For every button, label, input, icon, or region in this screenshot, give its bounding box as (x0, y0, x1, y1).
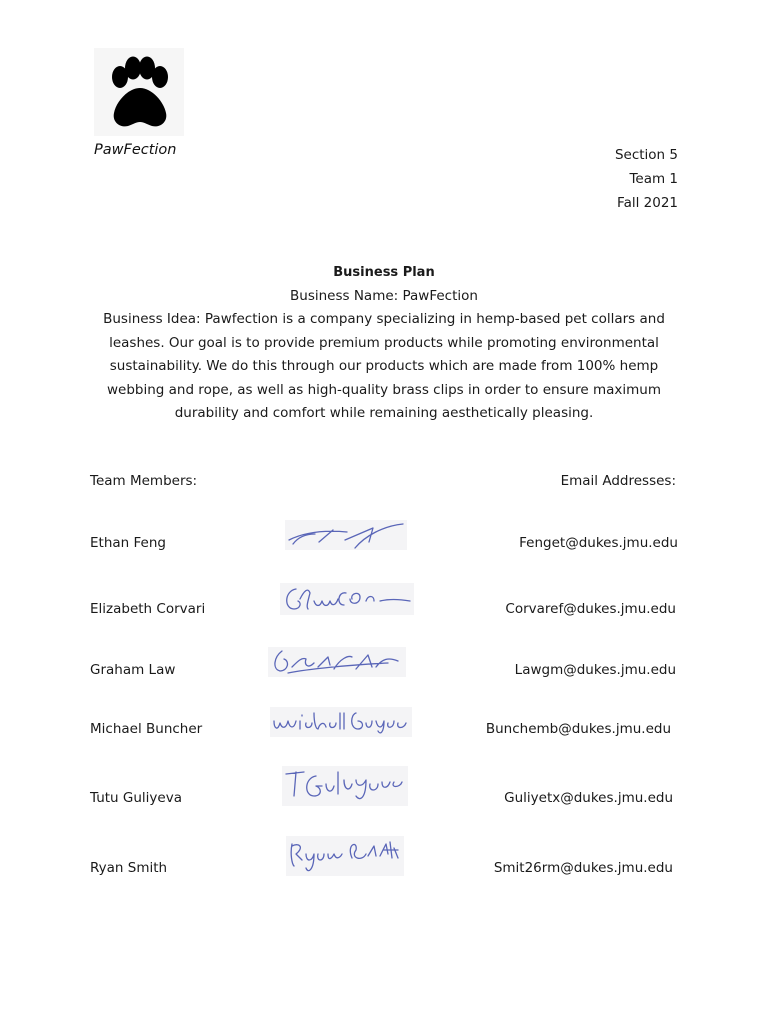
member-name: Elizabeth Corvari (90, 601, 206, 617)
member-name: Ryan Smith (90, 860, 168, 876)
company-name: PawFection (94, 142, 177, 158)
member-name: Graham Law (90, 662, 176, 678)
signature-image (270, 707, 412, 737)
plan-title: Business Plan (333, 265, 435, 280)
member-email: Bunchemb@dukes.jmu.edu (485, 721, 671, 737)
course-info (615, 143, 678, 215)
member-name: Ethan Feng (90, 535, 166, 551)
member-email: Lawgm@dukes.jmu.edu (514, 662, 676, 678)
signature-image (280, 583, 414, 615)
business-idea: Business Idea: Pawfection is a company specializing in hemp-based pet collars and leashes. Our goal is to provide premium products while promoting environmental sustainability. We do this through our products which are made from 100% hemp webbing and rope, as well as high-quality brass clips in order to ensure maximum durability and comfort while remaining aesthetically pleasing. (103, 311, 665, 421)
email-addresses-header: Email Addresses: (560, 473, 676, 489)
paw-print-icon (94, 48, 184, 136)
section-label: Section 5 (614, 147, 678, 163)
member-name: Michael Buncher (90, 721, 203, 737)
business-name: Business Name: PawFection (290, 287, 478, 304)
signature-image (268, 647, 406, 677)
member-email: Smit26rm@dukes.jmu.edu (493, 860, 673, 876)
business-plan-block (84, 261, 684, 426)
member-name: Tutu Guliyeva (90, 790, 182, 806)
signature-image (282, 766, 408, 806)
member-email: Fenget@dukes.jmu.edu (519, 535, 678, 551)
team-label: Team 1 (629, 171, 678, 187)
team-members-header: Team Members: (90, 473, 198, 489)
member-email: Corvaref@dukes.jmu.edu (505, 601, 676, 617)
member-email: Guliyetx@dukes.jmu.edu (504, 790, 673, 806)
signature-image (286, 836, 404, 876)
signature-image (285, 520, 407, 550)
term-label: Fall 2021 (617, 195, 678, 211)
